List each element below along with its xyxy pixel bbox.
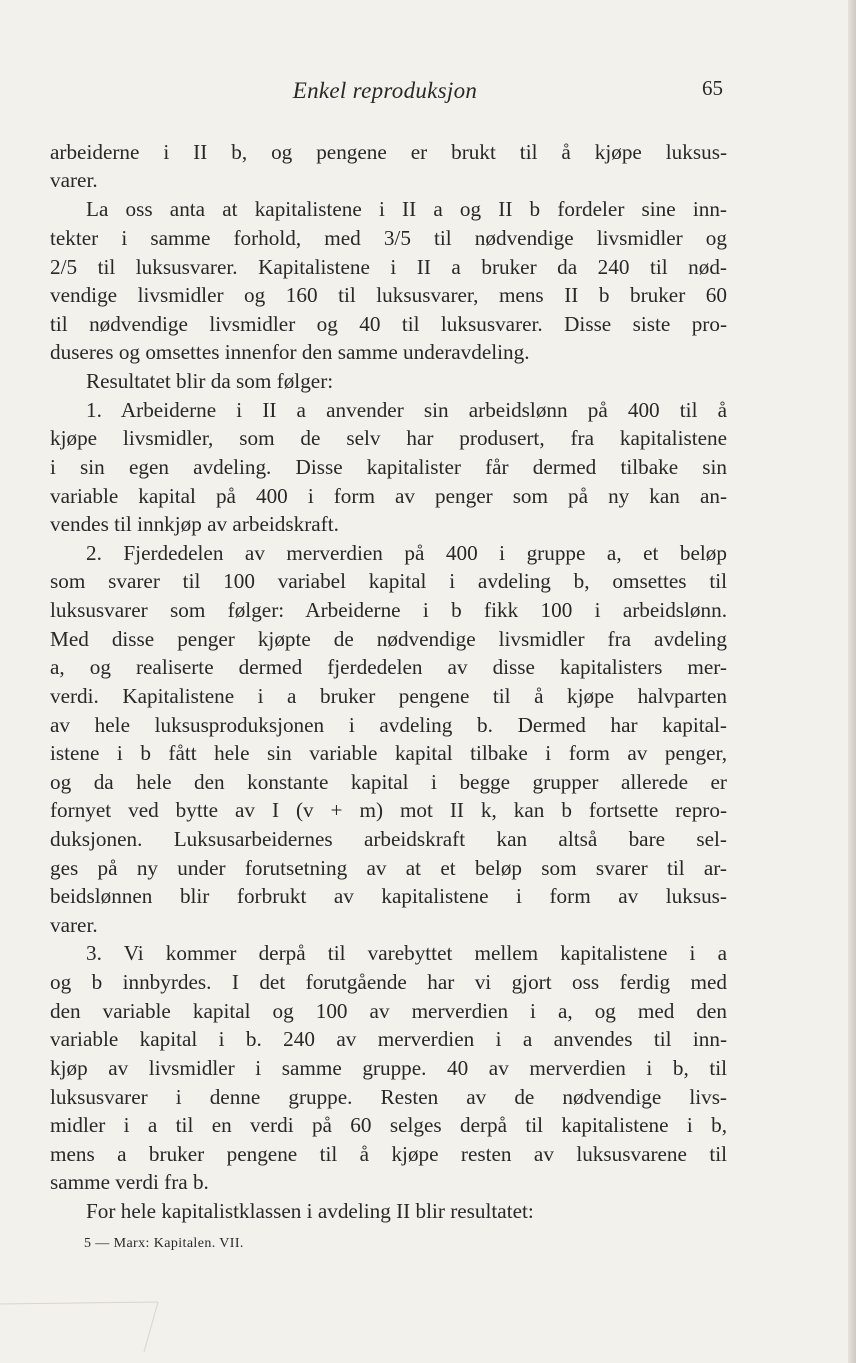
text-line: beidslønnen blir forbrukt av kapitalistene i form av luksus- [50,884,727,908]
text-line: fornyet ved bytte av I (v + m) mot II k, kan b fortsette repro- [50,798,727,822]
text-line: varer. [50,168,98,192]
text-line: 2. Fjerdedelen av merverdien på 400 i gruppe a, et beløp [86,541,727,565]
page-number: 65 [702,76,723,100]
text-line: vendige livsmidler og 160 til luksusvarer, mens II b bruker 60 [50,283,727,307]
text-line: og da hele den konstante kapital i begge grupper allerede er [50,770,727,794]
running-title: Enkel reproduksjon [292,78,478,103]
text-line: duseres og omsettes innenfor den samme underavdeling. [50,340,530,364]
text-line: variable kapital på 400 i form av penger som på ny kan an- [50,484,727,508]
text-line: kjøp av livsmidler i samme gruppe. 40 av merverdien i b, til [50,1056,727,1080]
text-line: kjøpe livsmidler, som de selv har produsert, fra kapitalistene [50,426,727,450]
text-line: Med disse penger kjøpte de nødvendige livsmidler fra avdeling [50,627,727,651]
text-line: verdi. Kapitalistene i a bruker pengene til å kjøpe halvparten [50,684,727,708]
text-line: luksusvarer i denne gruppe. Resten av de nødvendige livs- [50,1085,727,1109]
footnote: 5 — Marx: Kapitalen. VII. [84,1236,244,1251]
page-crease [0,1296,160,1356]
text-line: samme verdi fra b. [50,1170,209,1194]
text-line: den variable kapital og 100 av merverdien i a, og med den [50,999,727,1023]
text-line: av hele luksusproduksjonen i avdeling b. Dermed har kapital- [50,713,727,737]
text-line: istene i b fått hele sin variable kapital tilbake i form av penger, [50,741,727,765]
text-line: arbeiderne i II b, og pengene er brukt til å kjøpe luksus- [50,140,727,164]
text-line: 2/5 til luksusvarer. Kapitalistene i II a bruker da 240 til nød- [50,255,727,279]
text-line: varer. [50,913,98,937]
text-line: 1. Arbeiderne i II a anvender sin arbeidslønn på 400 til å [86,398,727,422]
text-line: 3. Vi kommer derpå til varebyttet mellem kapitalistene i a [86,941,727,965]
text-line: og b innbyrdes. I det forutgående har vi gjort oss ferdig med [50,970,727,994]
text-line: i sin egen avdeling. Disse kapitalister får dermed tilbake sin [50,455,727,479]
text-line: a, og realiserte dermed fjerdedelen av disse kapitalisters mer- [50,655,727,679]
text-line: La oss anta at kapitalistene i II a og II b fordeler sine inn- [86,197,727,221]
text-line: vendes til innkjøp av arbeidskraft. [50,512,339,536]
text-line: tekter i samme forhold, med 3/5 til nødvendige livsmidler og [50,226,727,250]
text-line: ges på ny under forutsetning av at et beløp som svarer til ar- [50,856,727,880]
text-line: variable kapital i b. 240 av merverdien i a anvendes til inn- [50,1027,727,1051]
text-line: For hele kapitalistklassen i avdeling II blir resultatet: [86,1199,534,1223]
text-line: til nødvendige livsmidler og 40 til luksusvarer. Disse siste pro- [50,312,727,336]
text-line: midler i a til en verdi på 60 selges derpå til kapitalistene i b, [50,1113,727,1137]
text-line: luksusvarer som følger: Arbeiderne i b fikk 100 i arbeidslønn. [50,598,727,622]
text-line: som svarer til 100 variabel kapital i avdeling b, omsettes til [50,569,727,593]
text-line: duksjonen. Luksusarbeidernes arbeidskraft kan altså bare sel- [50,827,727,851]
text-line: mens a bruker pengene til å kjøpe resten av luksusvarene til [50,1142,727,1166]
page-edge [848,0,856,1363]
text-line: Resultatet blir da som følger: [86,369,334,393]
